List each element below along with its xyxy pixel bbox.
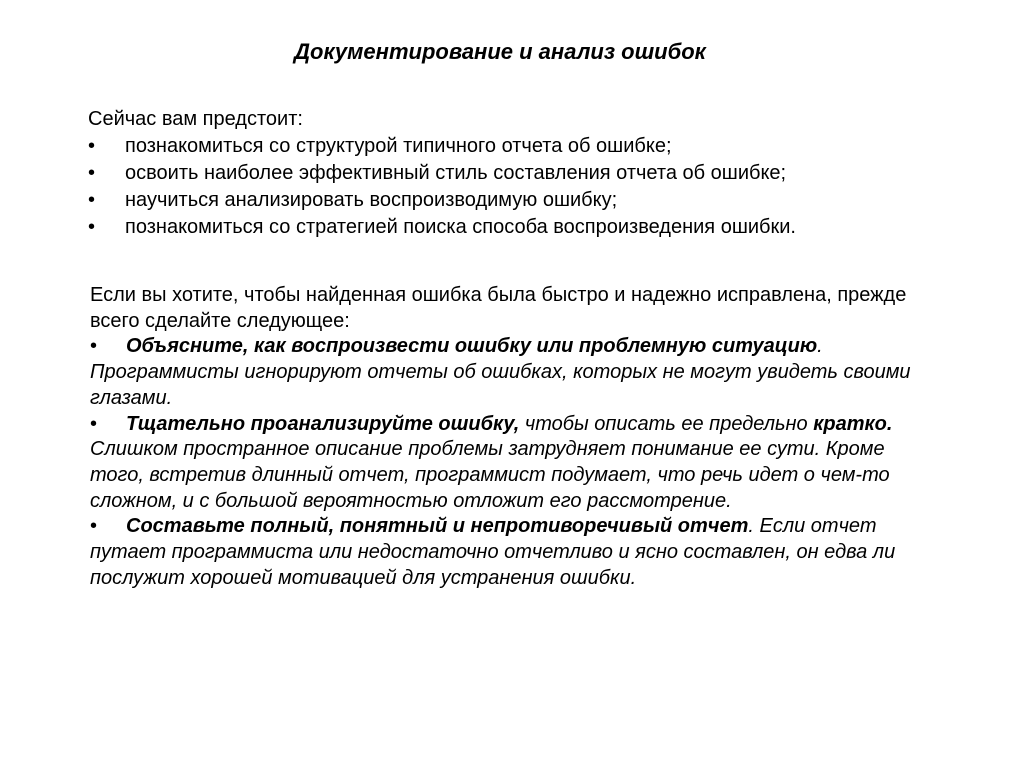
advice-item-emphasis: Объясните, как воспроизвести ошибку или проблемную ситуацию [126,335,818,358]
intro-list-item [88,160,968,187]
intro-item-text: освоить наиболее эффективный стиль составления отчета об ошибке; [125,162,787,184]
bullet-icon: • [88,135,96,157]
advice-item-emphasis: Составьте полный, понятный и непротиворечивый отчет [126,515,749,538]
bullet-icon: • [88,216,96,238]
bullet-icon: • [90,515,98,538]
intro-section [88,106,968,241]
advice-list-item [90,514,940,591]
intro-item-text: познакомиться со стратегией поиска способа воспроизведения ошибки. [125,216,796,238]
advice-item-emphasis: Тщательно проанализируйте ошибку, [126,412,520,435]
bullet-icon: • [88,189,96,211]
advice-item-text: Слишком пространное описание проблемы затрудняет понимание ее сути. Кроме того, встретив длинный отчет, программист подумает, что речь идет о чем-то сложном, и с большой вероятностью отложит его рассмотрение. [90,438,890,512]
advice-item-text: . Программисты игнорируют отчеты об ошибках, которых не могут увидеть своими глазами. [90,335,911,409]
advice-section [90,283,940,591]
slide-title: Документирование и анализ ошибок [294,39,706,64]
advice-item-emphasis-2: кратко. [813,412,893,435]
advice-lead: Если вы хотите, чтобы найденная ошибка была быстро и надежно исправлена, прежде всего сделайте следующее: [90,284,907,332]
intro-lead: Сейчас вам предстоит: [88,108,303,130]
advice-item-middle-text: чтобы описать ее предельно [519,412,814,435]
bullet-icon: • [90,335,98,358]
bullet-icon: • [88,162,96,184]
advice-item-text: . Если отчет путает программиста или недостаточно отчетливо и ясно составлен, он едва ли послужит хорошей мотивацией для устранения ошибки. [90,515,896,589]
intro-list-item [88,214,968,241]
advice-list-item [90,334,940,411]
bullet-icon: • [90,412,98,435]
advice-list-item [90,412,940,515]
intro-list-item [88,133,968,160]
intro-list-item [88,187,968,214]
intro-item-text: познакомиться со структурой типичного отчета об ошибке; [125,135,672,157]
intro-item-text: научиться анализировать воспроизводимую ошибку; [125,189,618,211]
